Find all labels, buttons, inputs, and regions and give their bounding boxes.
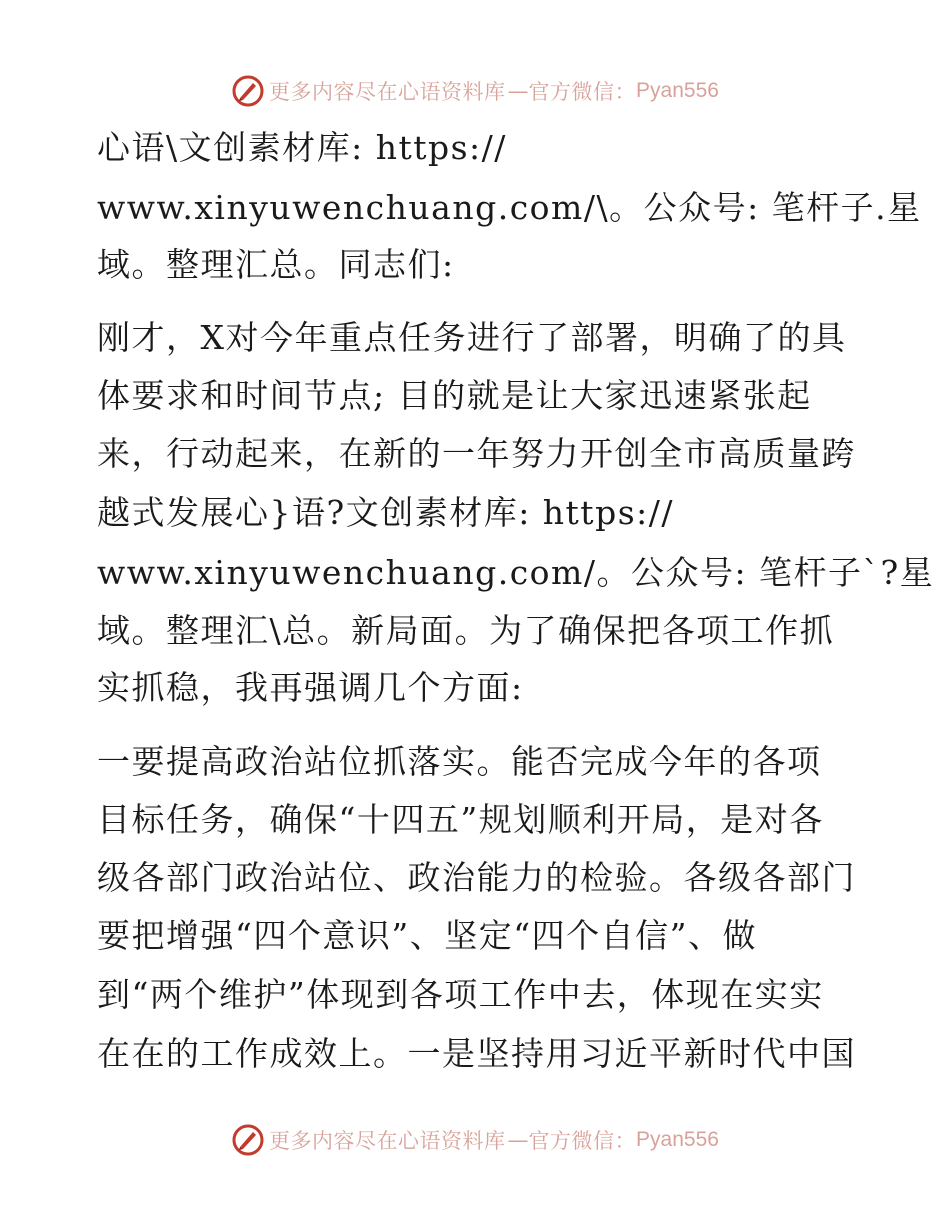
watermark-main-text: 更多内容尽在心语资料库 (269, 80, 506, 104)
text-line: 刚才，X对今年重点任务进行了部署，明确了的具 (97, 318, 847, 357)
watermark-wechat-label: 官方微信： (528, 80, 637, 104)
watermark-wechat-id: Pyan556 (636, 79, 719, 102)
text-line: 体要求和时间节点; 目的就是让大家迅速紧张起 (97, 376, 812, 415)
text-line: 域。整理汇\总。新局面。为了确保把各项工作抓 (97, 611, 835, 650)
watermark-banner-top (0, 71, 950, 111)
text-line: 域。整理汇总。同志们: (97, 245, 455, 284)
watermark-main-text: 更多内容尽在心语资料库 (269, 1129, 506, 1153)
text-line: 来，行动起来，在新的一年努力开创全市高质量跨 (97, 434, 856, 473)
watermark-wechat-id: Pyan556 (636, 1128, 719, 1151)
quill-seal-logo-icon (231, 1123, 265, 1157)
watermark-separator: — (507, 1128, 529, 1152)
text-line: 在在的工作成效上。一是坚持用习近平新时代中国 (97, 1034, 856, 1073)
text-line: 目标任务，确保“十四五”规划顺利开局，是对各 (97, 800, 824, 839)
text-line: 一要提高政治站位抓落实。能否完成今年的各项 (97, 742, 822, 781)
watermark-separator: — (507, 79, 529, 103)
watermark-banner-bottom (0, 1120, 950, 1160)
text-line: 到“两个维护”体现到各项工作中去，体现在实实 (97, 975, 824, 1014)
text-line: 级各部门政治站位、政治能力的检验。各级各部门 (97, 858, 856, 897)
text-line: www.xinyuwenchuang.com/。公众号: 笔杆子`?星 (97, 553, 935, 592)
text-line: 心语\文创素材库: https:// (97, 128, 507, 167)
text-line: 要把增强“四个意识”、坚定“四个自信”、做 (97, 916, 757, 955)
text-line: 越式发展心}语?文创素材库: https:// (97, 493, 674, 532)
text-line: 实抓稳，我再强调几个方面: (97, 668, 524, 707)
watermark-wechat-label: 官方微信： (528, 1129, 637, 1153)
text-line: www.xinyuwenchuang.com/\。公众号: 笔杆子.星 (97, 188, 922, 227)
quill-seal-logo-icon (231, 74, 265, 108)
